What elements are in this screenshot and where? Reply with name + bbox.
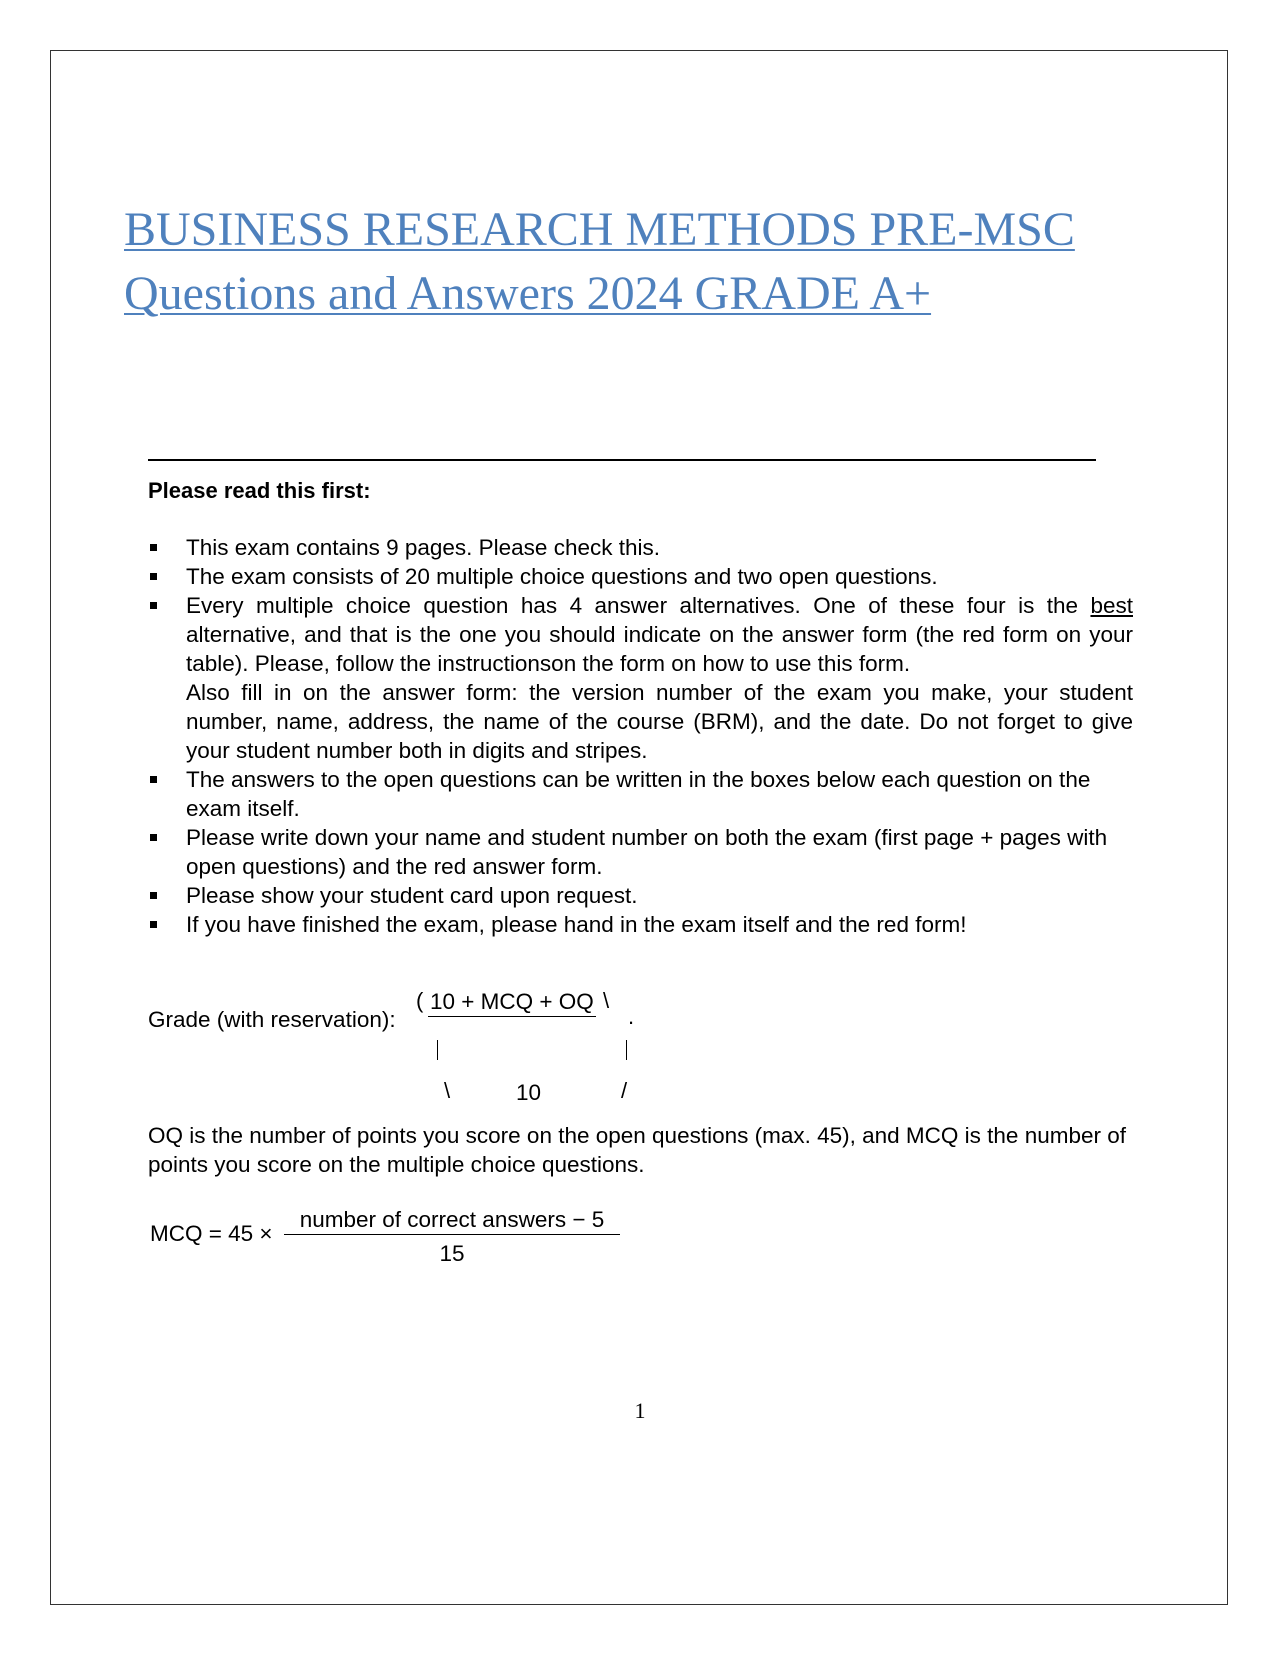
formula-paren: (	[416, 988, 424, 1013]
formula-paren: \	[603, 988, 610, 1013]
list-item: The exam consists of 20 multiple choice questions and two open questions.	[148, 562, 1133, 591]
instructions-heading: Please read this first:	[148, 478, 371, 503]
instructions-list	[148, 533, 1133, 939]
square-bullet-icon	[150, 834, 157, 841]
grade-label: Grade (with reservation):	[148, 1007, 396, 1032]
mcq-numerator: number of correct answers − 5	[284, 1206, 620, 1235]
list-item: This exam contains 9 pages. Please check this.	[148, 533, 1133, 562]
square-bullet-icon	[150, 921, 157, 928]
grade-denominator: 10	[516, 1080, 542, 1105]
list-item: Every multiple choice question has 4 answer alternatives. One of these four is the best alternative, and that is the one you should indicate on the answer form (the red form on your table). Please, follow the instructionson the form on how to use this form. Also fill in on the answer form: the version number of the exam you make, your student number, name, address, the name of the course (BRM), and the date. Do not forget to give your student number both in digits and stripes.	[148, 591, 1133, 765]
square-bullet-icon	[150, 573, 157, 580]
mcq-lhs: MCQ = 45 ×	[150, 1221, 273, 1246]
title-line-2: Questions and Answers 2024 GRADE A+	[124, 267, 932, 320]
square-bullet-icon	[150, 892, 157, 899]
formula-paren: \	[444, 1078, 451, 1103]
page-number: 1	[634, 1398, 646, 1423]
document-title	[124, 198, 1184, 326]
formula-bracket-bar	[437, 1040, 438, 1060]
list-item: Please show your student card upon request.	[148, 881, 1133, 910]
list-item: The answers to the open questions can be written in the boxes below each question on the exam itself.	[148, 765, 1133, 823]
square-bullet-icon	[150, 776, 157, 783]
list-item: If you have finished the exam, please hand in the exam itself and the red form!	[148, 910, 1133, 939]
square-bullet-icon	[150, 544, 157, 551]
title-line-1: BUSINESS RESEARCH METHODS PRE-MSC	[124, 203, 1075, 256]
scoring-explanation: OQ is the number of points you score on the open questions (max. 45), and MCQ is the number of points you score on the multiple choice questions.	[148, 1123, 1127, 1177]
formula-bracket-bar	[626, 1040, 627, 1060]
horizontal-rule	[148, 459, 1096, 461]
grade-numerator: 10 + MCQ + OQ	[428, 988, 596, 1017]
emphasis-best: best	[1090, 593, 1133, 618]
list-item: Please write down your name and student number on both the exam (first page + pages with open questions) and the red answer form.	[148, 823, 1133, 881]
square-bullet-icon	[150, 602, 157, 609]
formula-paren: /	[621, 1078, 628, 1103]
mcq-denominator: 15	[439, 1241, 465, 1266]
formula-dot: .	[628, 1004, 635, 1029]
